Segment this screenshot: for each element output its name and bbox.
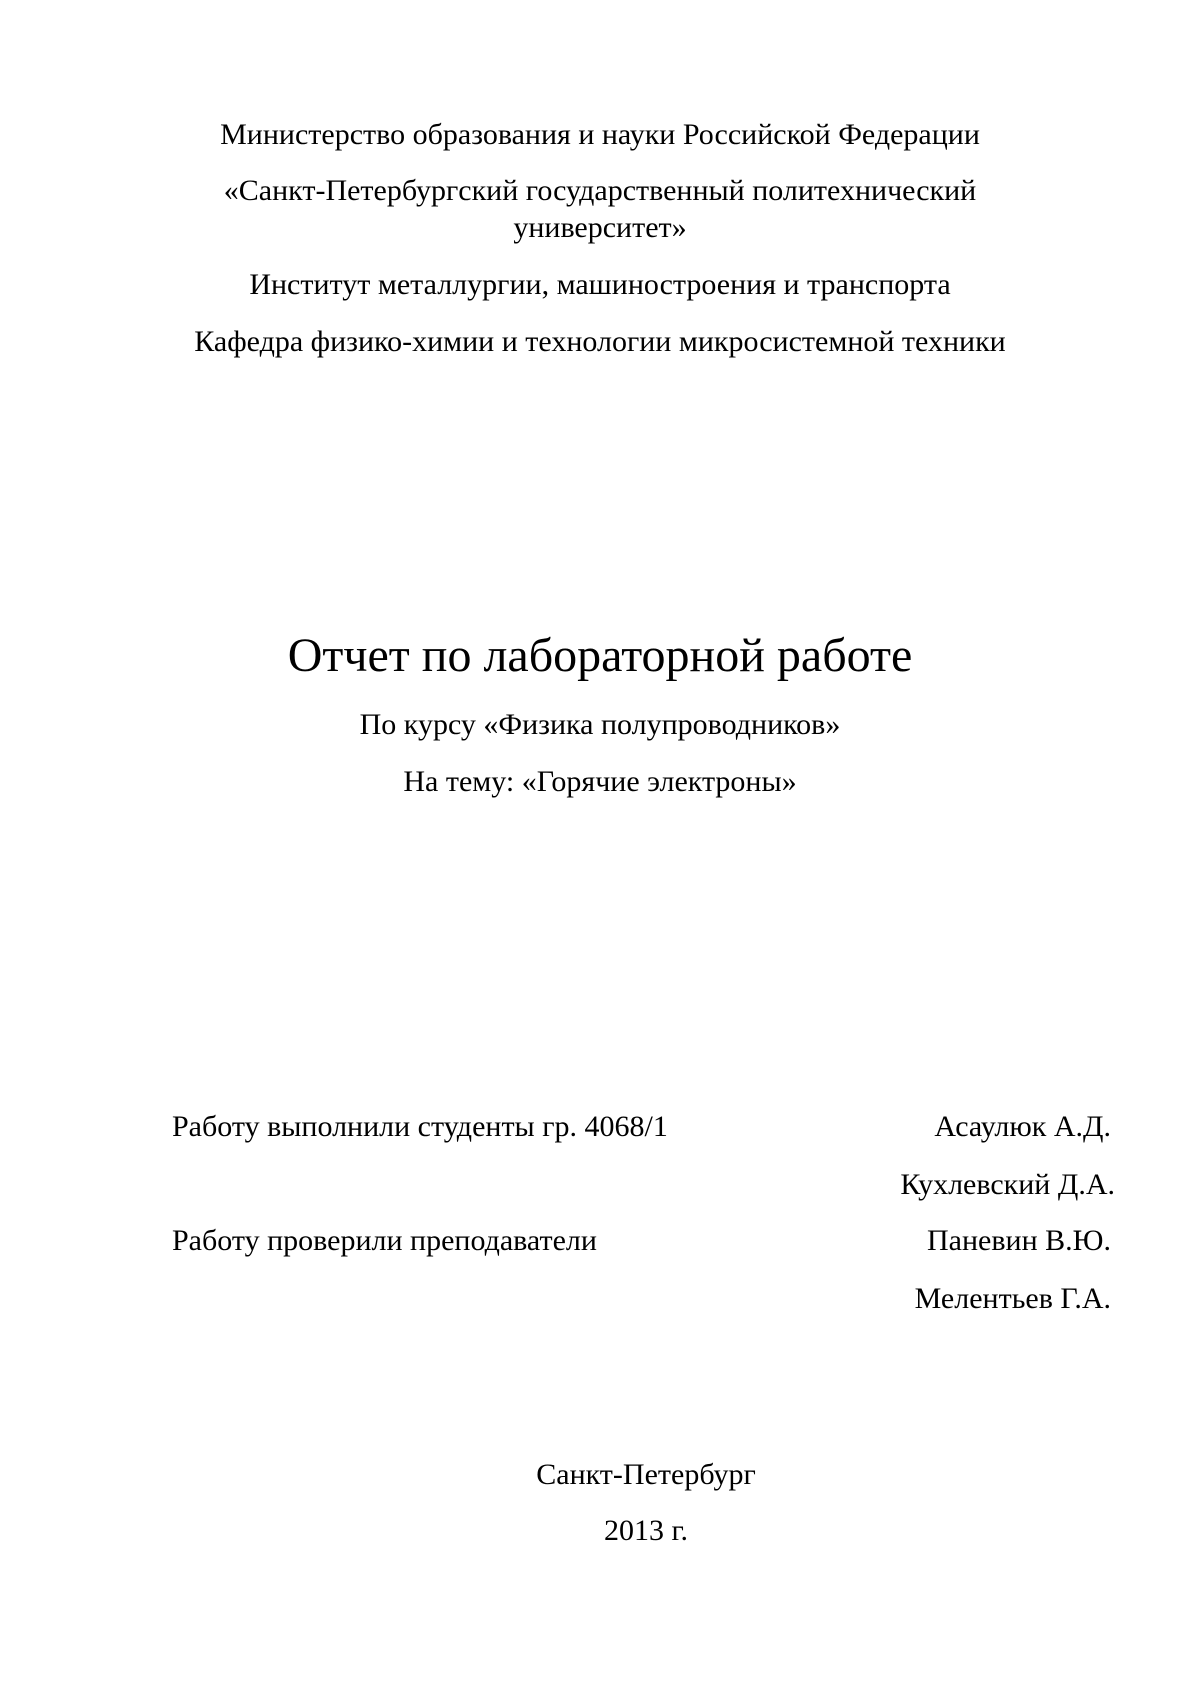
topic-line: На тему: «Горячие электроны»	[403, 765, 797, 798]
checked-by-label: Работу проверили преподаватели	[172, 1224, 597, 1257]
student-name-1: Асаулюк А.Д.	[934, 1110, 1111, 1143]
ministry-line: Министерство образования и науки Российской Федерации	[220, 118, 980, 151]
university-line-1: «Санкт-Петербургский государственный политехнический	[223, 174, 977, 207]
student-name-2: Кухлевский Д.А.	[900, 1168, 1115, 1201]
report-title: Отчет по лабораторной работе	[287, 629, 913, 682]
institute-line: Институт металлургии, машиностроения и транспорта	[249, 268, 951, 301]
department-line: Кафедра физико-химии и технологии микросистемной техники	[194, 325, 1006, 358]
university-line-2: университет»	[513, 211, 687, 244]
performed-by-label: Работу выполнили студенты гр. 4068/1	[172, 1110, 668, 1143]
city-line: Санкт-Петербург	[536, 1458, 756, 1491]
year-line: 2013 г.	[604, 1514, 688, 1547]
teacher-name-1: Паневин В.Ю.	[927, 1224, 1111, 1257]
course-line: По курсу «Физика полупроводников»	[359, 708, 841, 741]
teacher-name-2: Мелентьев Г.А.	[914, 1282, 1111, 1315]
